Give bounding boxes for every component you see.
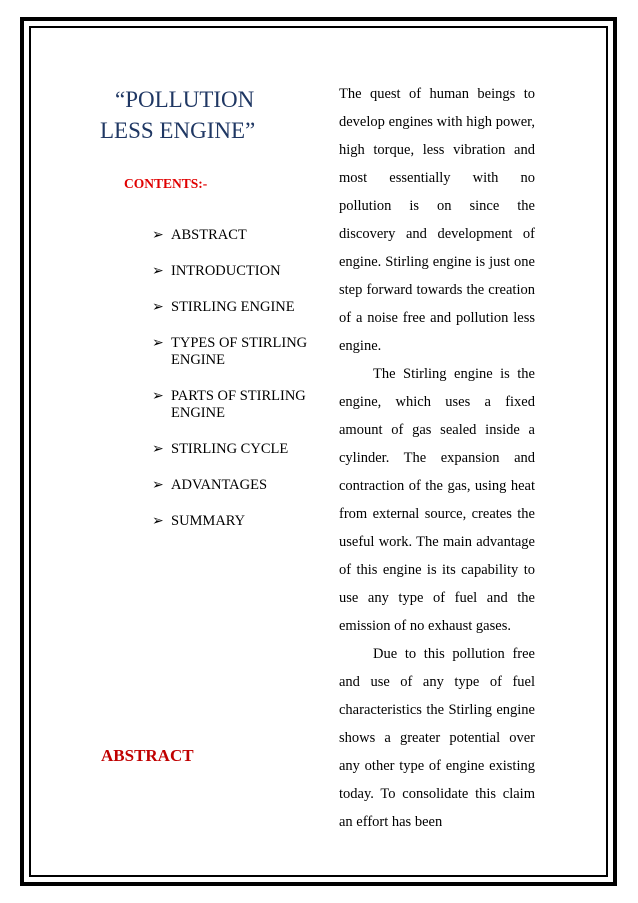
title-line-1: “POLLUTION: [115, 87, 255, 112]
toc-item-label: STIRLING CYCLE: [171, 441, 289, 457]
toc-item-label: SUMMARY: [171, 513, 246, 529]
toc-item-parts: [152, 388, 321, 422]
title-line-2: LESS ENGINE”: [100, 118, 256, 143]
toc-item-stirling-cycle: [152, 441, 321, 458]
arrow-bullet-icon: ➢: [152, 389, 164, 404]
body-paragraph: The Stirling engine is the engine, which uses a fixed amount of gas sealed inside a cylinder. The expansion and contraction of the gas, using heat from external source, creates the useful work. The main advantage of this engine is its capability to use any type of fuel and the emission of no exhaust gases.: [339, 366, 535, 634]
body-paragraph: Due to this pollution free and use of any type of fuel characteristics the Stirling engine shows a greater potential over any other type of engine existing today. To consolidate this claim an effort has been: [339, 646, 535, 830]
contents-label: CONTENTS:-: [124, 176, 208, 191]
arrow-bullet-icon: ➢: [152, 336, 164, 351]
body-paragraph: The quest of human beings to develop engines with high power, high torque, less vibration and most essentially with no pollution is on since the discovery and development of engine. Stirling engine is just one step forward towards the creation of a noise free and pollution less engine.: [339, 86, 535, 354]
toc-item-introduction: [152, 263, 321, 280]
toc-item-types: [152, 335, 321, 369]
table-of-contents: [152, 227, 321, 549]
arrow-bullet-icon: ➢: [152, 228, 164, 243]
toc-item-label: PARTS OF STIRLING ENGINE: [171, 388, 306, 421]
toc-item-advantages: [152, 477, 321, 494]
toc-item-abstract: [152, 227, 321, 244]
arrow-bullet-icon: ➢: [152, 514, 164, 529]
document-title: [100, 84, 310, 146]
toc-item-label: ADVANTAGES: [171, 477, 268, 493]
toc-item-summary: [152, 513, 321, 530]
arrow-bullet-icon: ➢: [152, 300, 164, 315]
toc-item-label: TYPES OF STIRLING ENGINE: [171, 335, 308, 368]
toc-item-label: STIRLING ENGINE: [171, 299, 295, 315]
arrow-bullet-icon: ➢: [152, 264, 164, 279]
toc-item-stirling-engine: [152, 299, 321, 316]
abstract-heading: ABSTRACT: [101, 746, 194, 765]
toc-item-label: INTRODUCTION: [171, 263, 281, 279]
arrow-bullet-icon: ➢: [152, 442, 164, 457]
abstract-body: [339, 80, 535, 836]
arrow-bullet-icon: ➢: [152, 478, 164, 493]
toc-item-label: ABSTRACT: [171, 227, 247, 243]
